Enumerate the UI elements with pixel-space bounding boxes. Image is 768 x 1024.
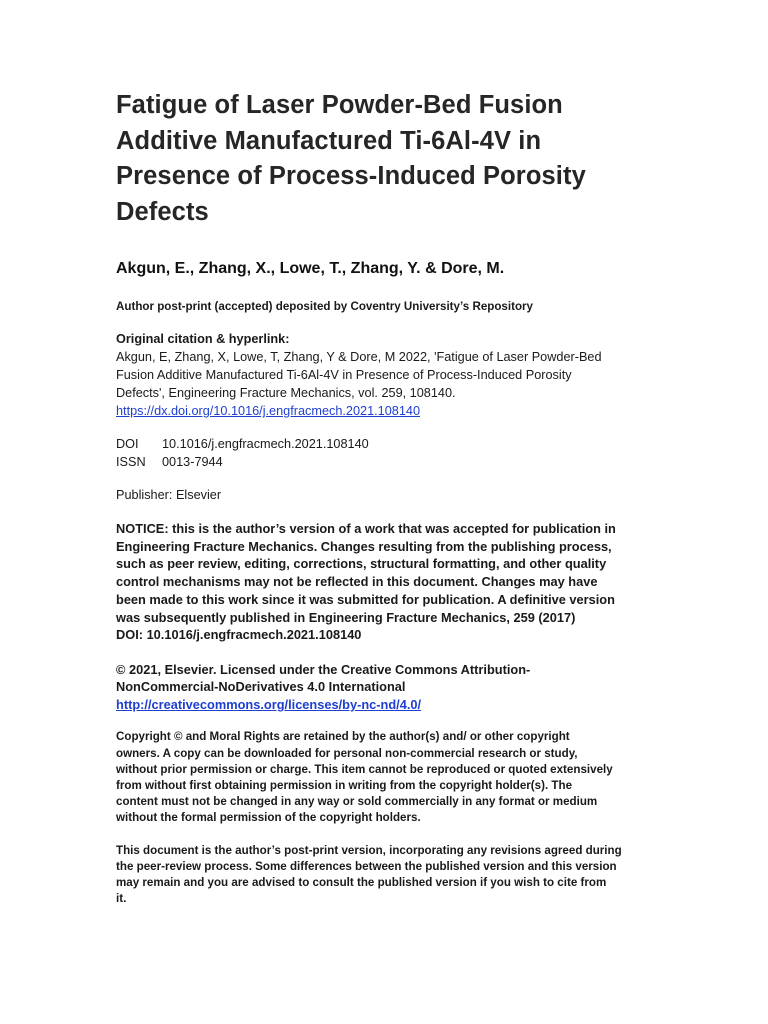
citation-line: Fusion Additive Manufactured Ti-6Al-4V in Presence of Process-Induced Porosity (116, 368, 572, 382)
doi-label: DOI (116, 437, 139, 451)
notice-line: NOTICE: this is the author’s version of a work that was accepted for publication in (116, 521, 616, 536)
notice-line: such as peer review, editing, corrections, structural formatting, and other quality (116, 556, 607, 572)
rights-line: owners. A copy can be downloaded for personal non-commercial research or study, (116, 746, 578, 760)
rights-line: Copyright © and Moral Rights are retained by the author(s) and/ or other copyright (116, 730, 570, 744)
postprint-paragraph (116, 843, 656, 908)
notice-line: been made to this work since it was submitted for publication. A definitive version (116, 591, 615, 607)
notice-line: control mechanisms may not be reflected in this document. Changes may have (116, 574, 598, 590)
rights-line: without the formal permission of the copyright holders. (116, 811, 421, 825)
identifiers-section (116, 435, 656, 471)
publisher-line: Publisher: Elsevier (116, 488, 222, 502)
postprint-line: it. (116, 892, 127, 906)
citation-line: Akgun, E, Zhang, X, Lowe, T, Zhang, Y & Dore, M 2022, 'Fatigue of Laser Powder-Bed (116, 350, 602, 364)
citation-doi-link[interactable]: https://dx.doi.org/10.1016/j.engfracmech.2021.108140 (116, 404, 421, 418)
postprint-line: may remain and you are advised to consult the published version if you wish to cite from (116, 876, 607, 890)
title-line: Fatigue of Laser Powder-Bed Fusion (116, 91, 563, 119)
license-line: © 2021, Elsevier. Licensed under the Creative Commons Attribution- (116, 661, 531, 677)
title-line: Additive Manufactured Ti-6Al-4V in (116, 126, 542, 155)
notice-paragraph (116, 520, 656, 644)
rights-line: without prior permission or charge. This item cannot be reproduced or quoted extensively (116, 762, 613, 776)
issn-label: ISSN (116, 455, 146, 469)
citation-section (116, 330, 656, 420)
postprint-line: the peer-review process. Some differences between the published version and this version (116, 859, 617, 873)
license-line: NonCommercial-NoDerivatives 4.0 International (116, 679, 406, 695)
issn-row (116, 453, 656, 471)
paper-title (116, 88, 656, 230)
rights-line: content must not be changed in any way or sold commercially in any format or medium (116, 795, 598, 809)
license-paragraph (116, 661, 656, 714)
doi-row (116, 435, 656, 453)
rights-paragraph (116, 729, 656, 826)
author-list: Akgun, E., Zhang, X., Lowe, T., Zhang, Y. & Dore, M. (116, 260, 505, 277)
deposit-note: Author post-print (accepted) deposited by Coventry University’s Repository (116, 300, 534, 313)
title-line: Defects (116, 197, 209, 226)
rights-line: from without first obtaining permission in writing from the copyright holder(s). The (116, 779, 573, 793)
title-line: Presence of Process-Induced Porosity (116, 162, 586, 190)
notice-line: was subsequently published in Engineering Fracture Mechanics, 259 (2017) (116, 609, 576, 625)
citation-line: Defects', Engineering Fracture Mechanics, vol. 259, 108140. (116, 386, 456, 400)
notice-line: DOI: 10.1016/j.engfracmech.2021.108140 (116, 627, 362, 643)
citation-heading: Original citation & hyperlink: (116, 332, 290, 346)
license-link[interactable]: http://creativecommons.org/licenses/by-nc-nd/4.0/ (116, 696, 422, 712)
issn-value: 0013-7944 (162, 455, 223, 469)
notice-line: Engineering Fracture Mechanics. Changes resulting from the publishing process, (116, 538, 612, 554)
doi-value: 10.1016/j.engfracmech.2021.108140 (162, 437, 369, 451)
document-page (116, 88, 656, 907)
postprint-line: This document is the author’s post-print version, incorporating any revisions agreed during (116, 843, 622, 857)
